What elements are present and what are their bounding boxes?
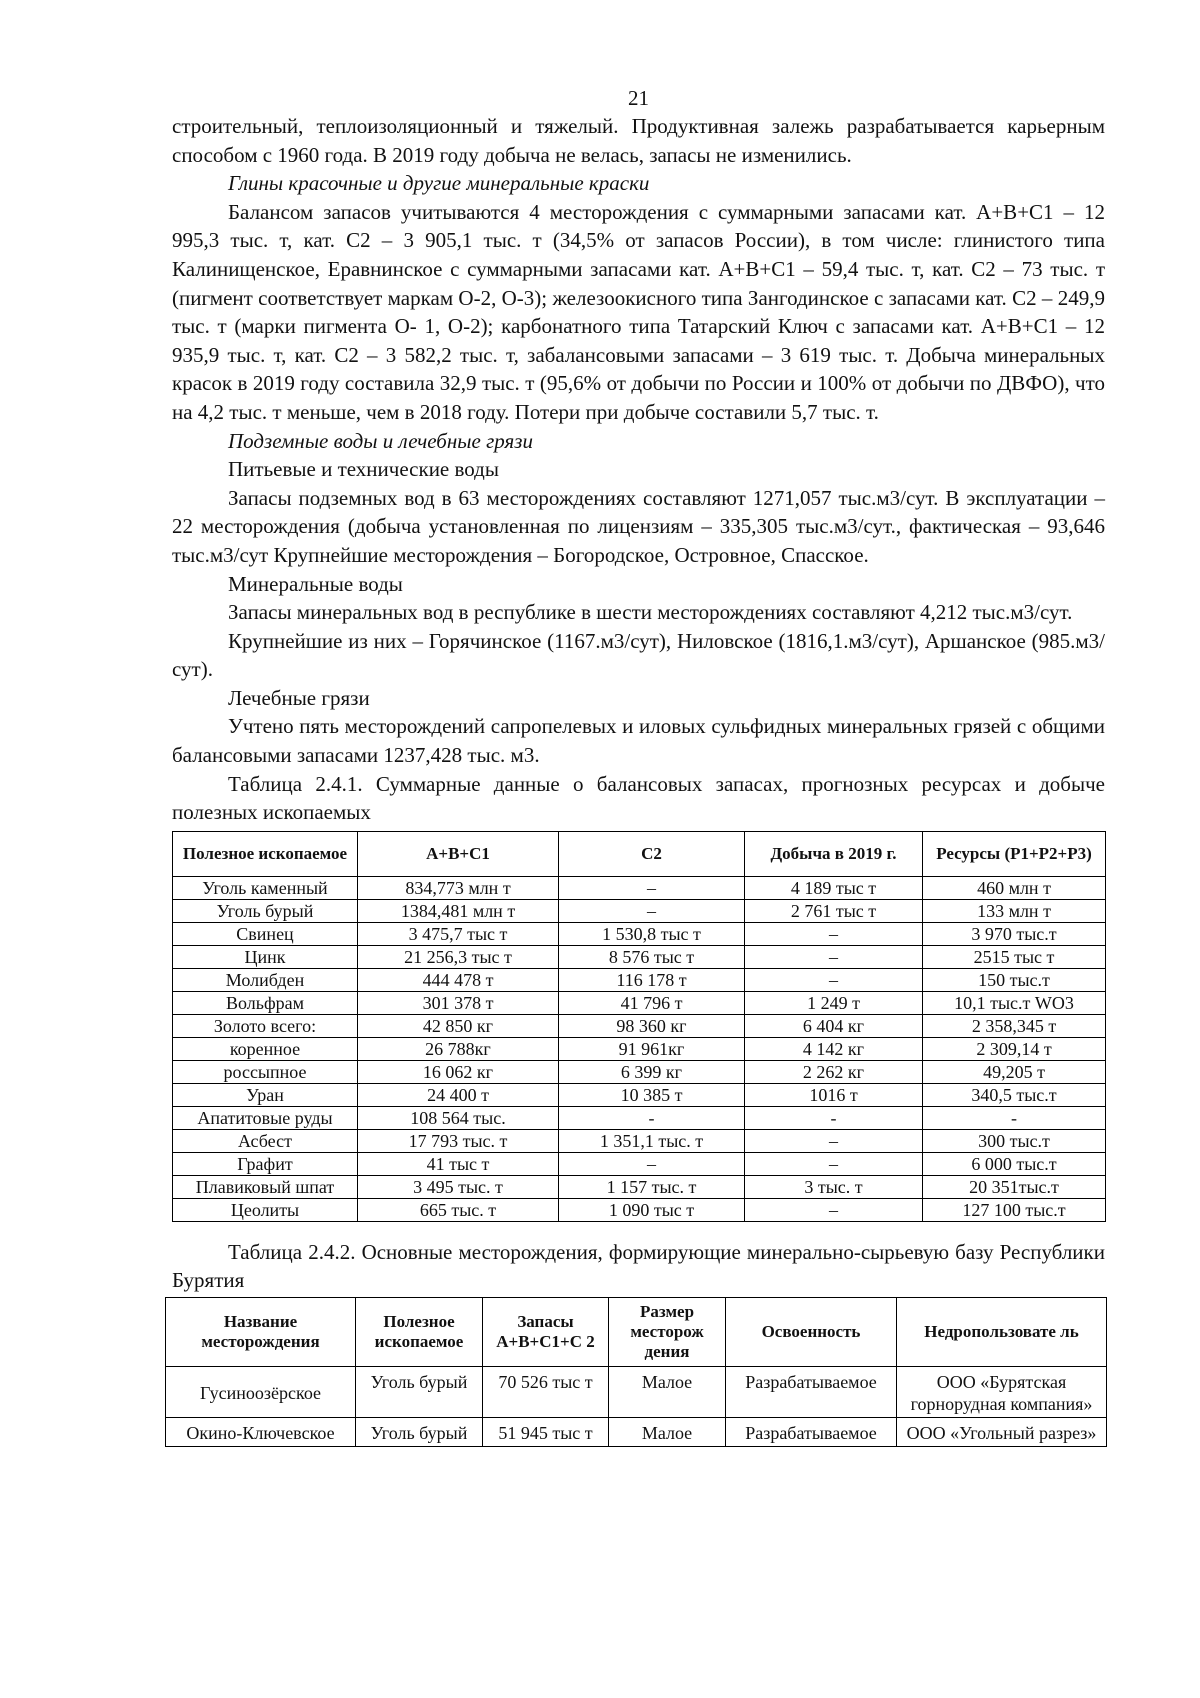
table-row: [173, 1106, 1106, 1129]
section-heading: Глины красочные и другие минеральные краски: [228, 171, 650, 196]
table-cell: 17 793 тыс. т: [358, 1129, 559, 1152]
column-header: Ресурсы (Р1+Р2+Р3): [923, 831, 1106, 876]
table-cell: –: [745, 1198, 923, 1221]
table-cell: 1 249 т: [745, 991, 923, 1014]
table-cell: 6 404 кг: [745, 1014, 923, 1037]
table-caption: Таблица 2.4.2. Основные месторождения, формирующие минерально-сырьевую базу Республики Бурятия: [172, 1239, 1105, 1293]
table-cell: 2515 тыс т: [923, 945, 1106, 968]
table-cell: Асбест: [173, 1129, 358, 1152]
table-row: [173, 945, 1106, 968]
table-cell: 2 262 кг: [745, 1060, 923, 1083]
column-header: А+В+С1: [358, 831, 559, 876]
table-cell: -: [559, 1106, 745, 1129]
table-cell: 301 378 т: [358, 991, 559, 1014]
table-cell: 1016 т: [745, 1083, 923, 1106]
table-row: [173, 922, 1106, 945]
table-row: [166, 1367, 1107, 1418]
table-row: [173, 1014, 1106, 1037]
table-cell: 24 400 т: [358, 1083, 559, 1106]
column-header: С2: [559, 831, 745, 876]
table-cell: 70 526 тыс т: [483, 1367, 609, 1418]
table-row: [173, 1152, 1106, 1175]
paragraph: Запасы минеральных вод в республике в шести месторождениях составляют 4,212 тыс.м3/сут.: [228, 600, 1073, 625]
table-cell: россыпное: [173, 1060, 358, 1083]
column-header: Запасы А+В+С1+С 2: [483, 1298, 609, 1367]
table-cell: Молибден: [173, 968, 358, 991]
table-row: [173, 1129, 1106, 1152]
table-row: [173, 1083, 1106, 1106]
paragraph: Крупнейшие из них – Горячинское (1167.м3/сут), Ниловское (1816,1.м3/сут), Аршанское (985.м3/сут).: [172, 628, 1105, 682]
table-cell: Разрабатываемое: [726, 1418, 897, 1447]
table-cell: 6 000 тыс.т: [923, 1152, 1106, 1175]
reserves-table: [172, 831, 1106, 1222]
table-cell: Окино-Ключевское: [166, 1418, 356, 1447]
table-row: [173, 1037, 1106, 1060]
table-cell: Уголь каменный: [173, 876, 358, 899]
paragraph: Балансом запасов учитываются 4 месторождения с суммарными запасами кат. А+В+С1 – 12 995,3 тыс. т, кат. С2 – 3 905,1 тыс. т (34,5% от запасов России), в том числе: глинистого типа Калинищенское, Еравнинское с суммарными запасами кат. А+В+С1 – 59,4 тыс. т, кат. С2 – 73 тыс. т (пигмент соответствует маркам О-2, О-3); железоокисного типа Зангодинское с запасами кат. С2 – 249,9 тыс. т (марки пигмента О- 1, О-2); карбонатного типа Татарский Ключ с запасами кат. А+В+С1 – 12 935,9 тыс. т, кат. С2 – 3 582,2 тыс. т, забалансовыми запасами – 3 619 тыс. т. Добыча минеральных красок в 2019 году составила 32,9 тыс. т (95,6% от добычи по России и 100% от добычи по ДВФО), что на 4,2 тыс. т меньше, чем в 2018 году. Потери при добыче составили 5,7 тыс. т.: [172, 199, 1105, 424]
table-cell: 1384,481 млн т: [358, 899, 559, 922]
column-header: Недропользовате ль: [897, 1298, 1107, 1367]
table-cell: ООО «Угольный разрез»: [897, 1418, 1107, 1447]
table-cell: 300 тыс.т: [923, 1129, 1106, 1152]
paragraph: Запасы подземных вод в 63 месторождениях составляют 1271,057 тыс.м3/сут. В эксплуатации – 22 месторождения (добыча установленная по лицензиям – 335,305 тыс.м3/сут., фактическая – 93,646 тыс.м3/сут Крупнейшие месторождения – Богородское, Островное, Спасское.: [172, 485, 1105, 567]
table-row: [173, 1175, 1106, 1198]
table-cell: 42 850 кг: [358, 1014, 559, 1037]
table-cell: 108 564 тыс.: [358, 1106, 559, 1129]
table-cell: 444 478 т: [358, 968, 559, 991]
table-cell: 16 062 кг: [358, 1060, 559, 1083]
table-cell: Уголь бурый: [173, 899, 358, 922]
table-cell: 3 970 тыс.т: [923, 922, 1106, 945]
table-cell: 2 309,14 т: [923, 1037, 1106, 1060]
paragraph: строительный, теплоизоляционный и тяжелый. Продуктивная залежь разрабатывается карьерным способом с 1960 года. В 2019 году добыча не велась, запасы не изменились.: [172, 114, 1105, 167]
page-number: 21: [628, 86, 649, 110]
table-cell: 10,1 тыс.т WO3: [923, 991, 1106, 1014]
table-cell: 133 млн т: [923, 899, 1106, 922]
table-cell: 460 млн т: [923, 876, 1106, 899]
table-cell: –: [745, 922, 923, 945]
table-cell: 10 385 т: [559, 1083, 745, 1106]
table-row: [166, 1418, 1107, 1447]
table-cell: 51 945 тыс т: [483, 1418, 609, 1447]
table-cell: –: [559, 899, 745, 922]
table-cell: 3 495 тыс. т: [358, 1175, 559, 1198]
table-cell: Малое: [609, 1418, 726, 1447]
table-cell: –: [745, 968, 923, 991]
table-cell: Цеолиты: [173, 1198, 358, 1221]
table-cell: 1 157 тыс. т: [559, 1175, 745, 1198]
table-cell: 1 351,1 тыс. т: [559, 1129, 745, 1152]
table-header-row: [173, 831, 1106, 876]
table-cell: 665 тыс. т: [358, 1198, 559, 1221]
table-cell: 3 тыс. т: [745, 1175, 923, 1198]
column-header: Освоенность: [726, 1298, 897, 1367]
table-cell: -: [745, 1106, 923, 1129]
table-cell: Цинк: [173, 945, 358, 968]
table-cell: Разрабатываемое: [726, 1367, 897, 1418]
table-row: [173, 899, 1106, 922]
table-cell: 150 тыс.т: [923, 968, 1106, 991]
table-row: [173, 1198, 1106, 1221]
table-cell: –: [745, 945, 923, 968]
table-cell: 4 189 тыс т: [745, 876, 923, 899]
column-header: Название месторождения: [166, 1298, 356, 1367]
subsection-heading: Минеральные воды: [228, 571, 403, 596]
table-body: [166, 1367, 1107, 1447]
table-cell: 49,205 т: [923, 1060, 1106, 1083]
table-cell: 26 788кг: [358, 1037, 559, 1060]
table-cell: -: [923, 1106, 1106, 1129]
table-caption: Таблица 2.4.1. Суммарные данные о балансовых запасах, прогнозных ресурсах и добыче полезных ископаемых: [172, 771, 1105, 825]
table-cell: –: [745, 1129, 923, 1152]
document-page: [172, 84, 1105, 1447]
table-cell: Уголь бурый: [356, 1418, 483, 1447]
table-header-row: [166, 1298, 1107, 1367]
table-cell: Золото всего:: [173, 1014, 358, 1037]
table-cell: Малое: [609, 1367, 726, 1418]
section-heading: Подземные воды и лечебные грязи: [228, 428, 533, 453]
column-header: Полезное ископаемое: [356, 1298, 483, 1367]
table-cell: Плавиковый шпат: [173, 1175, 358, 1198]
table-cell: Апатитовые руды: [173, 1106, 358, 1129]
table-cell: 20 351тыс.т: [923, 1175, 1106, 1198]
table-cell: 91 961кг: [559, 1037, 745, 1060]
table-cell: 116 178 т: [559, 968, 745, 991]
table-cell: Гусиноозёрское: [166, 1367, 356, 1418]
table-cell: 21 256,3 тыс т: [358, 945, 559, 968]
deposits-table: [165, 1297, 1107, 1447]
table-cell: Вольфрам: [173, 991, 358, 1014]
table-cell: Уголь бурый: [356, 1367, 483, 1418]
table-cell: –: [745, 1152, 923, 1175]
table-cell: –: [559, 876, 745, 899]
table-body: [173, 876, 1106, 1221]
table-cell: 2 358,345 т: [923, 1014, 1106, 1037]
subsection-heading: Лечебные грязи: [228, 685, 370, 710]
table-cell: 41 796 т: [559, 991, 745, 1014]
table-cell: Уран: [173, 1083, 358, 1106]
column-header: Добыча в 2019 г.: [745, 831, 923, 876]
table-cell: коренное: [173, 1037, 358, 1060]
table-cell: 6 399 кг: [559, 1060, 745, 1083]
table-cell: 340,5 тыс.т: [923, 1083, 1106, 1106]
table-cell: 834,773 млн т: [358, 876, 559, 899]
table-row: [173, 876, 1106, 899]
table-row: [173, 991, 1106, 1014]
table-cell: 8 576 тыс т: [559, 945, 745, 968]
table-cell: 2 761 тыс т: [745, 899, 923, 922]
table-cell: Свинец: [173, 922, 358, 945]
column-header: Размер месторож дения: [609, 1298, 726, 1367]
table-cell: 1 090 тыс т: [559, 1198, 745, 1221]
table-cell: 41 тыс т: [358, 1152, 559, 1175]
column-header: Полезное ископаемое: [173, 831, 358, 876]
table-cell: 1 530,8 тыс т: [559, 922, 745, 945]
table-cell: ООО «Бурятская горнорудная компания»: [897, 1367, 1107, 1418]
table-cell: 4 142 кг: [745, 1037, 923, 1060]
table-cell: 3 475,7 тыс т: [358, 922, 559, 945]
table-cell: 98 360 кг: [559, 1014, 745, 1037]
table-row: [173, 1060, 1106, 1083]
table-cell: 127 100 тыс.т: [923, 1198, 1106, 1221]
table-cell: Графит: [173, 1152, 358, 1175]
table-cell: –: [559, 1152, 745, 1175]
paragraph: Учтено пять месторождений сапропелевых и иловых сульфидных минеральных грязей с общими балансовыми запасами 1237,428 тыс. м3.: [172, 714, 1105, 768]
table-row: [173, 968, 1106, 991]
subsection-heading: Питьевые и технические воды: [228, 457, 499, 482]
